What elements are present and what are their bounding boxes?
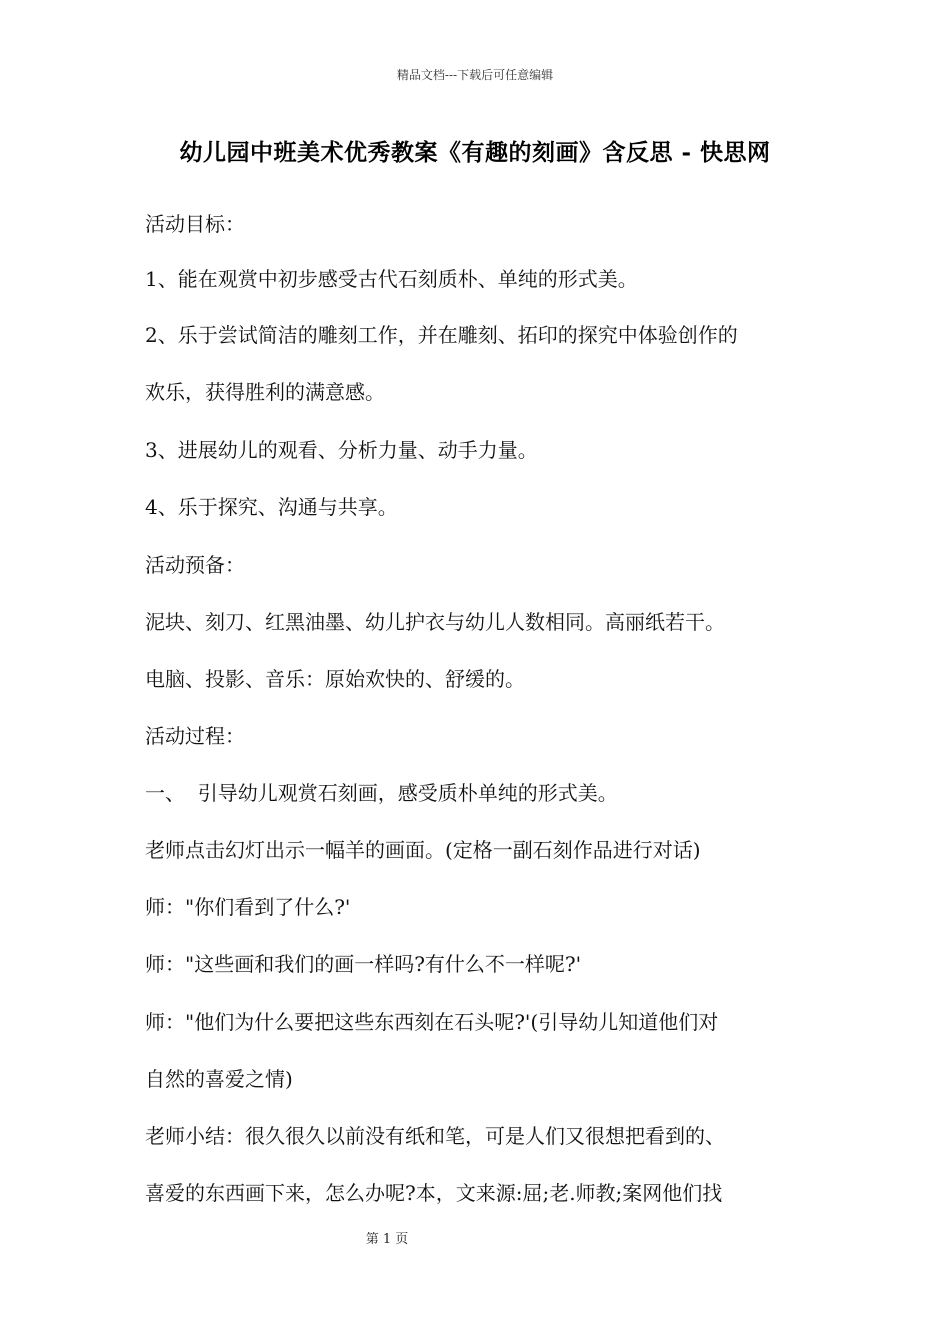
body-line: 1、能在观赏中初步感受古代石刻质朴、单纯的形式美。 xyxy=(145,267,638,291)
section-heading-objectives: 活动目标： xyxy=(145,212,245,236)
body-line: 老师点击幻灯出示一幅羊的画面。(定格一副石刻作品进行对话) xyxy=(145,838,701,862)
body-line: 师："他们为什么要把这些东西刻在石头呢?'(引导幼儿知道他们对 xyxy=(145,1010,719,1034)
section-heading-process: 活动过程： xyxy=(145,724,245,748)
body-line: 喜爱的东西画下来，怎么办呢?本，文来源:屈;老.师教;案网他们找 xyxy=(145,1181,723,1205)
page-number: 第 1 页 xyxy=(365,1232,409,1247)
body-line: 泥块、刻刀、红黑油墨、幼儿护衣与幼儿人数相同。高丽纸若干。 xyxy=(145,610,725,634)
section-heading-preparation: 活动预备： xyxy=(145,553,245,577)
body-line: 4、乐于探究、沟通与共享。 xyxy=(145,495,398,519)
page-header: 精品文档---下载后可任意编辑 xyxy=(396,68,554,82)
body-line: 3、进展幼儿的观看、分析力量、动手力量。 xyxy=(145,438,538,462)
body-line: 一、 引导幼儿观赏石刻画，感受质朴单纯的形式美。 xyxy=(145,781,618,805)
body-line: 电脑、投影、音乐：原始欢快的、舒缓的。 xyxy=(145,667,525,691)
body-line: 自然的喜爱之情) xyxy=(145,1067,293,1091)
document-title: 幼儿园中班美术优秀教案《有趣的刻画》含反思 - 快思网 xyxy=(179,139,771,166)
body-line: 欢乐，获得胜利的满意感。 xyxy=(145,380,385,404)
body-line: 老师小结：很久很久以前没有纸和笔，可是人们又很想把看到的、 xyxy=(145,1124,725,1148)
body-line: 师："这些画和我们的画一样吗?有什么不一样呢?' xyxy=(145,952,582,976)
body-line: 2、乐于尝试简洁的雕刻工作，并在雕刻、拓印的探究中体验创作的 xyxy=(145,323,738,347)
body-line: 师："你们看到了什么?' xyxy=(145,895,351,919)
